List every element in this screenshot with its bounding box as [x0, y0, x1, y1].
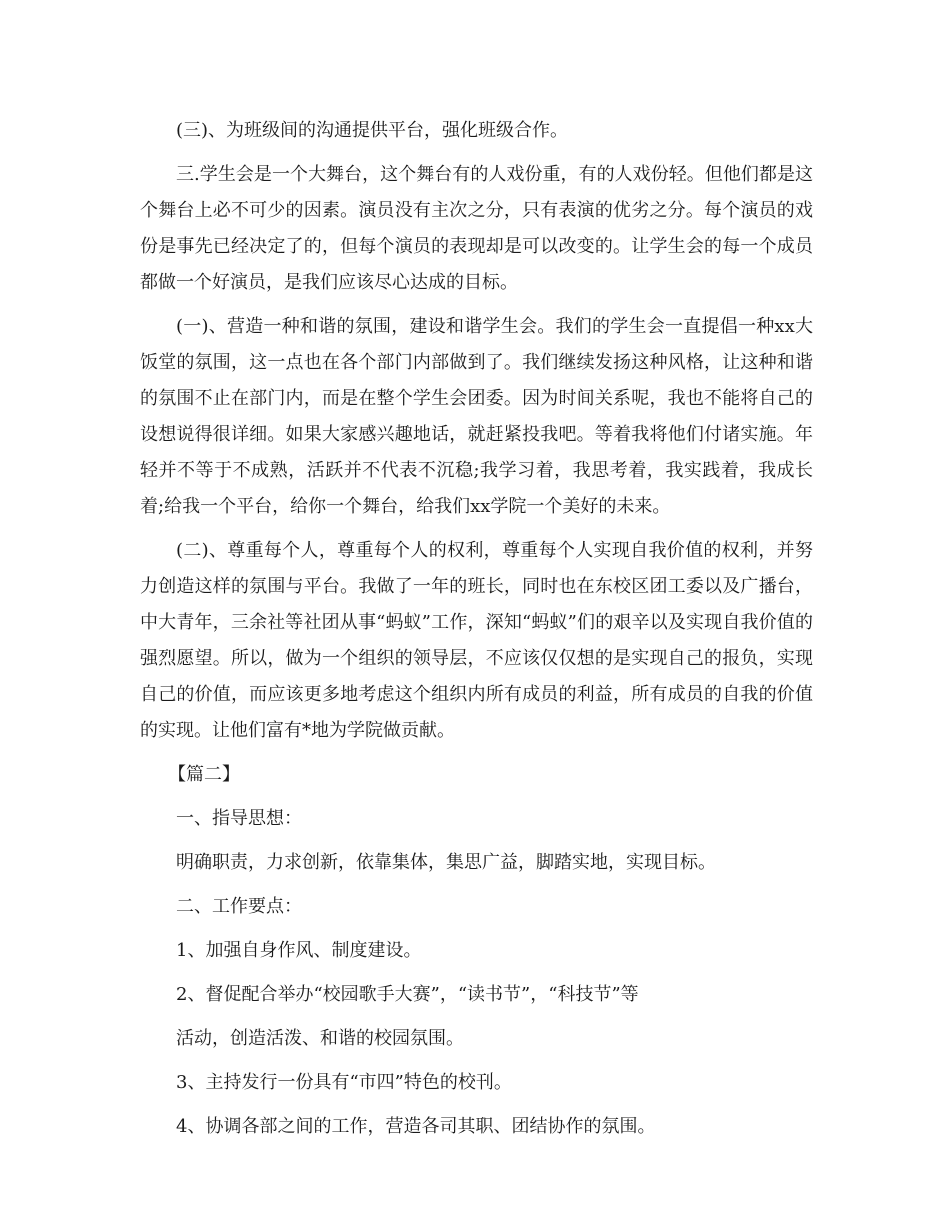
paragraph-harmony: (一)、营造一种和谐的氛围，建设和谐学生会。我们的学生会一直提倡一种xx大饭堂的氛围，这一点也在各个部门内部做到了。我们继续发扬这种风格，让这种和谐的氛围不止在部门内，而是在整个学生会团委。因为时间关系呢，我也不能将自己的设想说得很详细。如果大家感兴趣地话，就赶紧投我吧。等着我将他们付诸实施。年轻并不等于不成熟，活跃并不代表不沉稳;我学习着，我思考着，我实践着，我成长着;给我一个平台，给你一个舞台，给我们xx学院一个美好的未来。 — [140, 316, 813, 517]
heading-work-points: 二、工作要点： — [176, 896, 302, 917]
work-point-2-line-1: 2、督促配合举办“校园歌手大赛”，“读书节”，“科技节”等 — [176, 984, 639, 1005]
paragraph-respect: (二)、尊重每个人，尊重每个人的权利，尊重每个人实现自我价值的权利，并努力创造这样的氛围与平台。我做了一年的班长，同时也在东校区团工委以及广播台，中大青年，三余社等社团从事“蚂蚁”工作，深知“蚂蚁”们的艰辛以及实现自我价值的强烈愿望。所以，做为一个组织的领导层，不应该仅仅想的是实现自己的报负，实现自己的价值，而应该更多地考虑这个组织内所有成员的利益，所有成员的自我的价值的实现。让他们富有*地为学院做贡献。 — [140, 540, 813, 741]
work-point-4: 4、协调各部之间的工作，营造各司其职、团结协作的氛围。 — [176, 1116, 656, 1137]
heading-guiding-thought: 一、指导思想： — [176, 808, 302, 829]
section-title: 【篇二】 — [168, 764, 240, 785]
document-body — [140, 113, 813, 1153]
paragraph-stage-metaphor: 三.学生会是一个大舞台，这个舞台有的人戏份重，有的人戏份轻。但他们都是这个舞台上必不可少的因素。演员没有主次之分，只有表演的优劣之分。每个演员的戏份是事先已经决定了的，但每个演员的表现却是可以改变的。让学生会的每一个成员都做一个好演员，是我们应该尽心达成的目标。 — [140, 164, 813, 293]
paragraph-class-communication: (三)、为班级间的沟通提供平台，强化班级合作。 — [176, 120, 569, 141]
work-point-2-line-2: 活动，创造活泼、和谐的校园氛围。 — [176, 1028, 464, 1049]
work-point-1: 1、加强自身作风、制度建设。 — [176, 940, 422, 961]
work-point-3: 3、主持发行一份具有“市四”特色的校刊。 — [176, 1072, 512, 1093]
guiding-thought-text: 明确职责，力求创新，依靠集体，集思广益，脚踏实地，实现目标。 — [176, 852, 716, 873]
